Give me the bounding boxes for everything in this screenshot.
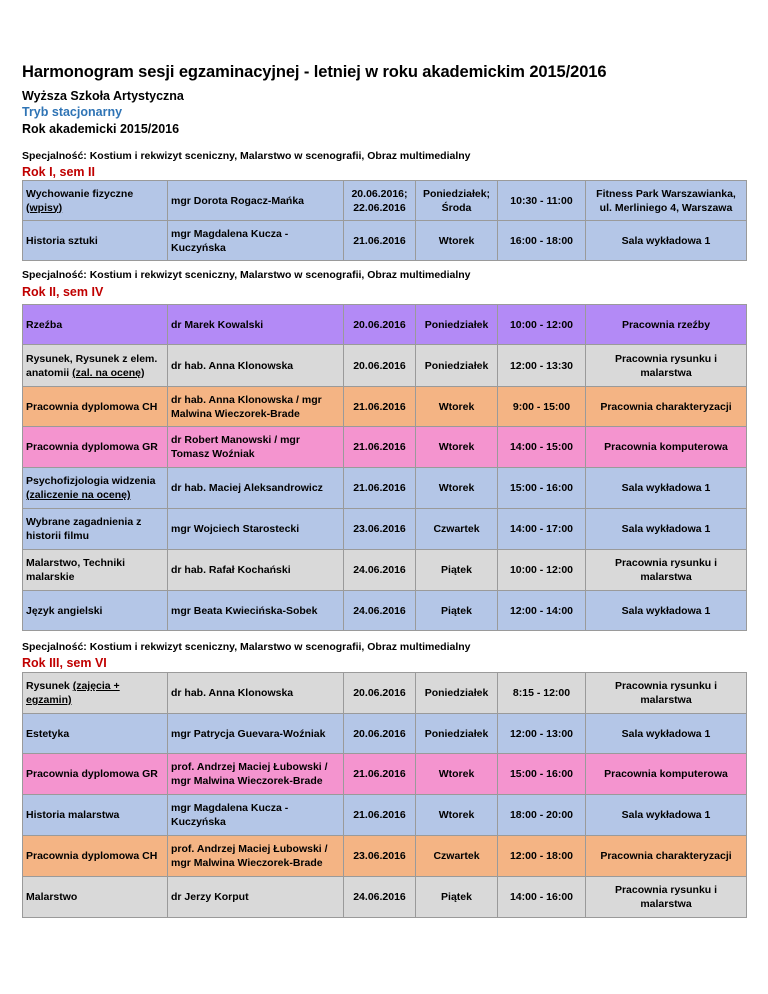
subject-note: (zal. na ocenę) — [72, 366, 145, 379]
date-text: 23.06.2016 — [353, 523, 406, 535]
subject-cell — [23, 387, 168, 427]
teacher-text: dr Marek Kowalski — [171, 318, 264, 331]
date-text: 20.06.2016 — [353, 687, 406, 699]
teacher-cell — [168, 427, 344, 468]
subject-text: Pracownia dyplomowa CH — [26, 400, 158, 413]
teacher-text: mgr Beata Kwiecińska-Sobek — [171, 604, 318, 617]
day-text: Poniedziałek — [424, 359, 489, 372]
section-specialty: Specjalność: Kostium i rekwizyt sceniczny, Malarstwo w scenografii, Obraz multimedialny — [22, 641, 471, 653]
day-cell — [416, 795, 498, 836]
date-text: 21.06.2016 — [353, 482, 406, 494]
day-text: Wtorek — [438, 768, 475, 780]
time-text: 12:00 - 13:30 — [509, 359, 574, 372]
day-text: Wtorek — [438, 809, 475, 821]
date-text: 24.06.2016 — [353, 604, 406, 617]
subject-cell — [23, 305, 168, 345]
schedule-table — [22, 672, 747, 918]
subject-text: Wychowanie fizyczne — [26, 187, 134, 200]
room-text: Fitness Park Warszawianka, ul. Merliniego 4, Warszawa — [596, 187, 736, 214]
time-cell — [498, 836, 586, 877]
schedule-row — [23, 673, 747, 714]
time-text: 15:00 - 16:00 — [509, 768, 574, 780]
date-cell — [344, 387, 416, 427]
date-cell — [344, 345, 416, 387]
subject-text: Rzeźba — [26, 318, 63, 331]
subject-text: Malarstwo — [26, 891, 78, 903]
teacher-text: mgr Dorota Rogacz-Mańka — [171, 194, 305, 207]
room-text: Pracownia komputerowa — [604, 441, 728, 453]
teacher-text: dr hab. Anna Klonowska — [171, 359, 294, 372]
room-text: Pracownia rysunku i malarstwa — [614, 557, 718, 583]
time-text: 14:00 - 17:00 — [509, 523, 574, 535]
section-year-heading: Rok III, sem VI — [22, 656, 107, 670]
subject-cell — [23, 550, 168, 591]
schedule-row — [23, 305, 747, 345]
document-title: Harmonogram sesji egzaminacyjnej - letniej w roku akademickim 2015/2016 — [22, 63, 607, 81]
schedule-row — [23, 427, 747, 468]
date-text: 20.06.2016 — [353, 727, 406, 740]
time-cell — [498, 387, 586, 427]
date-cell — [344, 221, 416, 261]
room-text: Sala wykładowa 1 — [621, 727, 711, 740]
room-cell — [586, 836, 747, 877]
subject-cell — [23, 836, 168, 877]
day-text: Czwartek — [433, 850, 480, 862]
schedule-row — [23, 754, 747, 795]
date-cell — [344, 427, 416, 468]
teacher-text: dr Jerzy Korput — [171, 891, 249, 903]
room-cell — [586, 181, 747, 221]
subject-text: Wybrane zagadnienia z historii filmu — [26, 516, 142, 542]
time-cell — [498, 181, 586, 221]
day-text: Piątek — [441, 564, 472, 576]
day-text: Piątek — [441, 604, 472, 617]
day-text: Poniedziałek — [424, 687, 489, 699]
time-text: 8:15 - 12:00 — [512, 687, 571, 699]
room-text: Pracownia rysunku i malarstwa — [614, 884, 718, 910]
time-text: 16:00 - 18:00 — [509, 234, 574, 247]
time-text: 10:00 - 12:00 — [509, 564, 574, 576]
time-text: 10:00 - 12:00 — [509, 318, 574, 331]
teacher-text: prof. Andrzej Maciej Łubowski / mgr Malwina Wieczorek-Brade — [171, 761, 328, 787]
time-cell — [498, 221, 586, 261]
subject-cell — [23, 673, 168, 714]
date-cell — [344, 305, 416, 345]
time-text: 12:00 - 13:00 — [509, 727, 574, 740]
teacher-text: dr hab. Anna Klonowska — [171, 687, 294, 699]
subject-text: Rysunek, Rysunek z elem. anatomii — [26, 352, 158, 379]
day-cell — [416, 836, 498, 877]
schedule-row — [23, 836, 747, 877]
teacher-cell — [168, 836, 344, 877]
room-text: Sala wykładowa 1 — [621, 234, 711, 247]
subject-cell — [23, 877, 168, 918]
schedule-row — [23, 550, 747, 591]
subject-cell — [23, 468, 168, 509]
date-cell — [344, 714, 416, 754]
day-cell — [416, 509, 498, 550]
teacher-text: mgr Patrycja Guevara-Woźniak — [171, 727, 326, 740]
teacher-text: mgr Magdalena Kucza - Kuczyńska — [171, 227, 289, 254]
schedule-row — [23, 387, 747, 427]
day-cell — [416, 591, 498, 631]
date-text: 21.06.2016 — [353, 441, 406, 453]
subject-cell — [23, 591, 168, 631]
subject-cell — [23, 427, 168, 468]
date-cell — [344, 795, 416, 836]
teacher-text: dr Robert Manowski / mgr Tomasz Woźniak — [171, 434, 300, 460]
room-text: Pracownia rysunku i malarstwa — [614, 352, 718, 379]
schedule-row — [23, 509, 747, 550]
room-cell — [586, 509, 747, 550]
time-cell — [498, 305, 586, 345]
teacher-cell — [168, 591, 344, 631]
subject-text: Historia malarstwa — [26, 809, 120, 821]
date-cell — [344, 673, 416, 714]
date-cell — [344, 509, 416, 550]
room-cell — [586, 795, 747, 836]
schedule-row — [23, 714, 747, 754]
time-text: 15:00 - 16:00 — [509, 482, 574, 494]
date-text: 20.06.2016 — [353, 359, 406, 372]
room-cell — [586, 305, 747, 345]
time-cell — [498, 877, 586, 918]
subject-cell — [23, 181, 168, 221]
teacher-cell — [168, 387, 344, 427]
time-text: 14:00 - 15:00 — [509, 441, 574, 453]
room-text: Pracownia komputerowa — [604, 768, 728, 780]
day-cell — [416, 387, 498, 427]
time-cell — [498, 714, 586, 754]
teacher-cell — [168, 877, 344, 918]
day-cell — [416, 877, 498, 918]
teacher-cell — [168, 221, 344, 261]
subject-text: Pracownia dyplomowa GR — [26, 441, 158, 453]
date-cell — [344, 468, 416, 509]
time-cell — [498, 550, 586, 591]
schedule-table — [22, 180, 747, 261]
subject-text: Malarstwo, Techniki malarskie — [26, 557, 125, 583]
day-text: Poniedziałek; Środa — [422, 187, 491, 214]
day-cell — [416, 673, 498, 714]
day-cell — [416, 427, 498, 468]
time-cell — [498, 509, 586, 550]
academic-year: Rok akademicki 2015/2016 — [22, 122, 180, 136]
date-text: 24.06.2016 — [353, 891, 406, 903]
school-name: Wyższa Szkoła Artystyczna — [22, 89, 184, 103]
date-text: 20.06.2016 — [353, 318, 406, 331]
day-text: Wtorek — [438, 441, 475, 453]
teacher-text: prof. Andrzej Maciej Łubowski / mgr Malwina Wieczorek-Brade — [171, 843, 328, 869]
time-cell — [498, 795, 586, 836]
day-text: Wtorek — [438, 400, 475, 413]
teacher-cell — [168, 345, 344, 387]
room-text: Sala wykładowa 1 — [621, 809, 711, 821]
day-cell — [416, 345, 498, 387]
teacher-text: dr hab. Anna Klonowska / mgr Malwina Wieczorek-Brade — [171, 393, 322, 420]
subject-cell — [23, 714, 168, 754]
subject-text: Pracownia dyplomowa CH — [26, 850, 158, 862]
section-specialty: Specjalność: Kostium i rekwizyt sceniczny, Malarstwo w scenografii, Obraz multimedialny — [22, 269, 471, 281]
teacher-cell — [168, 714, 344, 754]
subject-text: Psychofizjologia widzenia — [26, 475, 156, 487]
subject-note: (zajęcia + egzamin) — [26, 680, 120, 706]
time-cell — [498, 345, 586, 387]
room-text: Pracownia rysunku i malarstwa — [614, 680, 718, 706]
subject-text: Estetyka — [26, 727, 70, 740]
section-specialty: Specjalność: Kostium i rekwizyt sceniczny, Malarstwo w scenografii, Obraz multimedialny — [22, 150, 471, 162]
teacher-cell — [168, 550, 344, 591]
room-cell — [586, 468, 747, 509]
date-text: 21.06.2016 — [353, 809, 406, 821]
teacher-text: dr hab. Maciej Aleksandrowicz — [171, 482, 323, 494]
room-cell — [586, 673, 747, 714]
teacher-cell — [168, 509, 344, 550]
room-cell — [586, 754, 747, 795]
subject-cell — [23, 221, 168, 261]
time-text: 9:00 - 15:00 — [512, 400, 571, 413]
time-text: 12:00 - 18:00 — [509, 850, 574, 862]
room-cell — [586, 387, 747, 427]
date-cell — [344, 836, 416, 877]
teacher-cell — [168, 305, 344, 345]
subject-note: (zaliczenie na ocenę) — [26, 489, 131, 501]
date-text: 21.06.2016 — [353, 768, 406, 780]
schedule-row — [23, 591, 747, 631]
schedule-row — [23, 345, 747, 387]
schedule-row — [23, 181, 747, 221]
time-cell — [498, 468, 586, 509]
subject-cell — [23, 345, 168, 387]
date-cell — [344, 754, 416, 795]
teacher-cell — [168, 795, 344, 836]
room-cell — [586, 550, 747, 591]
room-text: Sala wykładowa 1 — [621, 604, 711, 617]
date-text: 23.06.2016 — [353, 850, 406, 862]
section-year-heading: Rok II, sem IV — [22, 285, 104, 299]
date-cell — [344, 181, 416, 221]
subject-text: Rysunek — [26, 680, 70, 692]
date-cell — [344, 877, 416, 918]
date-text: 21.06.2016 — [353, 400, 406, 413]
day-cell — [416, 550, 498, 591]
schedule-table — [22, 304, 747, 631]
room-text: Sala wykładowa 1 — [621, 482, 711, 494]
subject-note: (wpisy) — [26, 201, 63, 214]
room-text: Pracownia rzeźby — [621, 318, 711, 331]
teacher-cell — [168, 181, 344, 221]
subject-cell — [23, 754, 168, 795]
date-cell — [344, 591, 416, 631]
room-text: Pracownia charakteryzacji — [600, 850, 732, 862]
subject-text: Język angielski — [26, 604, 103, 617]
teacher-cell — [168, 754, 344, 795]
room-cell — [586, 221, 747, 261]
date-text: 20.06.2016; 22.06.2016 — [351, 187, 408, 214]
room-cell — [586, 877, 747, 918]
subject-text: Pracownia dyplomowa GR — [26, 768, 158, 780]
schedule-row — [23, 877, 747, 918]
time-cell — [498, 754, 586, 795]
subject-text: Historia sztuki — [26, 234, 98, 247]
day-text: Czwartek — [433, 523, 480, 535]
room-text: Sala wykładowa 1 — [621, 523, 711, 535]
room-cell — [586, 345, 747, 387]
day-text: Piątek — [441, 891, 472, 903]
time-text: 12:00 - 14:00 — [509, 604, 574, 617]
day-text: Poniedziałek — [424, 318, 489, 331]
section-year-heading: Rok I, sem II — [22, 165, 95, 179]
room-text: Pracownia charakteryzacji — [600, 400, 732, 413]
teacher-text: mgr Magdalena Kucza - Kuczyńska — [171, 802, 289, 828]
day-cell — [416, 221, 498, 261]
time-cell — [498, 427, 586, 468]
teacher-cell — [168, 468, 344, 509]
day-text: Wtorek — [438, 482, 475, 494]
date-text: 24.06.2016 — [353, 564, 406, 576]
date-cell — [344, 550, 416, 591]
study-mode: Tryb stacjonarny — [22, 105, 123, 119]
day-text: Poniedziałek — [424, 727, 489, 740]
teacher-text: mgr Wojciech Starostecki — [171, 523, 300, 535]
room-cell — [586, 591, 747, 631]
schedule-row — [23, 468, 747, 509]
room-cell — [586, 427, 747, 468]
time-cell — [498, 591, 586, 631]
day-cell — [416, 714, 498, 754]
teacher-text: dr hab. Rafał Kochański — [171, 564, 291, 576]
schedule-row — [23, 221, 747, 261]
time-text: 14:00 - 16:00 — [509, 891, 574, 903]
room-cell — [586, 714, 747, 754]
schedule-row — [23, 795, 747, 836]
subject-cell — [23, 795, 168, 836]
day-cell — [416, 181, 498, 221]
subject-cell — [23, 509, 168, 550]
day-cell — [416, 468, 498, 509]
day-cell — [416, 305, 498, 345]
time-text: 10:30 - 11:00 — [510, 194, 573, 207]
day-text: Wtorek — [438, 234, 475, 247]
date-text: 21.06.2016 — [353, 234, 406, 247]
time-cell — [498, 673, 586, 714]
time-text: 18:00 - 20:00 — [509, 809, 574, 821]
teacher-cell — [168, 673, 344, 714]
day-cell — [416, 754, 498, 795]
